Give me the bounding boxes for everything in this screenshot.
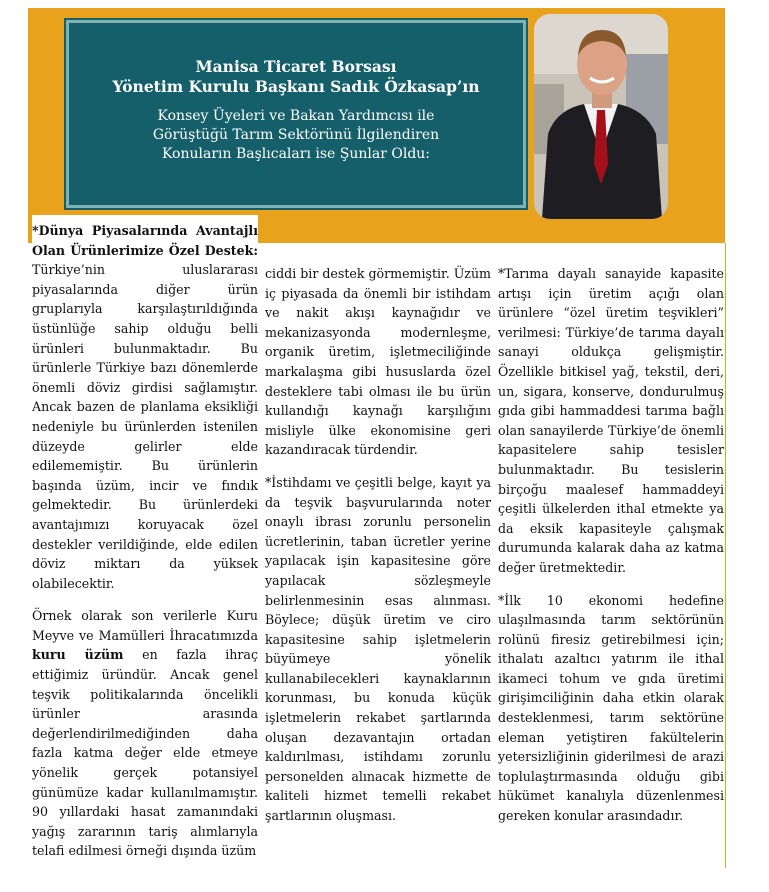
subheadline bbox=[69, 107, 523, 164]
subheadline-line-2: Görüştüğü Tarım Sektörünü İlgilendiren bbox=[152, 127, 440, 143]
paragraph-6: *İlk 10 ekonomi hedefine ulaşılmasında tarım sektörünün rolünü firesiz getirebilmesi için; ithalatı azaltıcı yatırım ile ithal ikameci tohum ve gıda üretimi girişimciliğinin daha etkin olarak desteklenmesi, tarım sektörüne eleman yetiştiren fakültelerin yetersizliğinin giderilmesi de arazi toplulaştırmasında olduğu gibi hükümet kanalıyla düzenlenmesi gereken konular arasındadır. bbox=[498, 592, 724, 824]
subheadline-line-1: Konsey Üyeleri ve Bakan Yardımcısı ile bbox=[157, 108, 435, 124]
headline-line-1: Manisa Ticaret Borsası bbox=[195, 57, 397, 76]
paragraph-2-text-b: en fazla ihraç ettiğimiz üründür. Ancak genel teşvik politikalarında öncelikli ürünler arasında değerlendirilmediğinden daha fazla katma değer elde etmeye yönelik gerçek potansiyel günümüze kadar kullanılmamıştır. 90 yıllardaki hasat zamanındaki yağış zararının tariş alımlarıyla telafi edilmesi örneği dışında üzüm bbox=[32, 647, 258, 859]
portrait-illustration bbox=[534, 14, 668, 219]
title-box bbox=[66, 20, 526, 208]
article-column-1 bbox=[32, 215, 258, 874]
paragraph-2-highlight: kuru üzüm bbox=[32, 647, 124, 663]
headline bbox=[69, 57, 523, 97]
paragraph-4: *İstihdamı ve çeşitli belge, kayıt ya da teşvik başvurularında noter onaylı ibrası zorunlu personelin ücretlerinin, taban ücretler yerine yapılacak işin kapasitesine göre yapılacak sözleşmeyle belirlenmesinin esas alınması. Böylece; düşük üretim ve ciro kapasitesine sahip işletmelerin büyümeye yönelik kullanabilecekleri kaynaklarının korunması, bu konuda küçük işletmelerin rekabet şartlarında oluşan dezavantajın ortadan kaldırılması, istihdamı zorunlu personelden alınacak hizmette de kaliteli hizmet temelli rekabet şartlarının oluşması. bbox=[265, 474, 491, 824]
subheadline-line-3: Konuların Başlıcaları ise Şunlar Oldu: bbox=[161, 146, 431, 162]
portrait-photo bbox=[534, 14, 668, 219]
headline-line-2: Yönetim Kurulu Başkanı Sadık Özkasap’ın bbox=[112, 77, 480, 96]
paragraph-1-text: Türkiye’nin uluslararası piyasalarında diğer ürün gruplarıyla karşılaştırıldığında üstünlüğe sahip olduğu belli ürünleri bulunmaktadır. Bu ürünlerle Türkiye bazı dönemlerde önemli döviz girdisi sağlamıştır. Ancak bazen de planlama eksikliği nedeniyle bu ürünlerden istenilen düzeyde gelirler elde edilememiştir. Bu ürünlerin başında üzüm, incir ve fındık gelmektedir. Bu ürünlerdeki avantajımızı koruyacak özel destekler verildiğinde, elde edilen döviz miktarı da yüksek olabilecektir. bbox=[32, 262, 258, 591]
paragraph-3: ciddi bir destek görmemiştir. Üzüm iç piyasada da önemli bir istihdam ve nakit akışı kaynağıdır ve mekanizasyonda modernleşme, organik üretim, işletmeciliğinde markalaşma gibi hususlarda özel desteklere tabi olması ile bu ürün kullandığı kaynağı karşılığını misliyle ülke ekonomisine geri kazandıracak türdendir. bbox=[265, 266, 491, 458]
paragraph-2-text-a: Örnek olarak son verilerle Kuru Meyve ve Mamülleri İhracatımızda bbox=[32, 608, 258, 643]
paragraph-1 bbox=[32, 221, 258, 593]
paragraph-2 bbox=[32, 606, 258, 861]
article-column-2 bbox=[265, 264, 491, 839]
paragraph-1-heading: *Dünya Piyasalarında Avantajlı Olan Ürünlerimize Özel Destek: bbox=[32, 223, 258, 258]
article-column-3 bbox=[498, 264, 724, 839]
page-edge-rule bbox=[725, 243, 726, 868]
paragraph-5: *Tarıma dayalı sanayide kapasite artışı için üretim açığı olan ürünlere “özel üretim teşvikleri” verilmesi: Türkiye’de tarıma dayalı sanayi oldukça gelişmiştir. Özellikle bitkisel yağ, tekstil, deri, un, sigara, konserve, dondurulmuş gıda gibi hammaddesi tarıma bağlı olan sanayilerde Türkiye’de önemli kapasitelere sahip tesisler bulunmaktadır. Bu tesislerin birçoğu maalesef hammaddeyi çeşitli ülkelerden ithal etmekte ya da eksik kapasiteyle çalışmak durumunda kalarak daha az katma değer üretmektedir. bbox=[498, 266, 724, 575]
